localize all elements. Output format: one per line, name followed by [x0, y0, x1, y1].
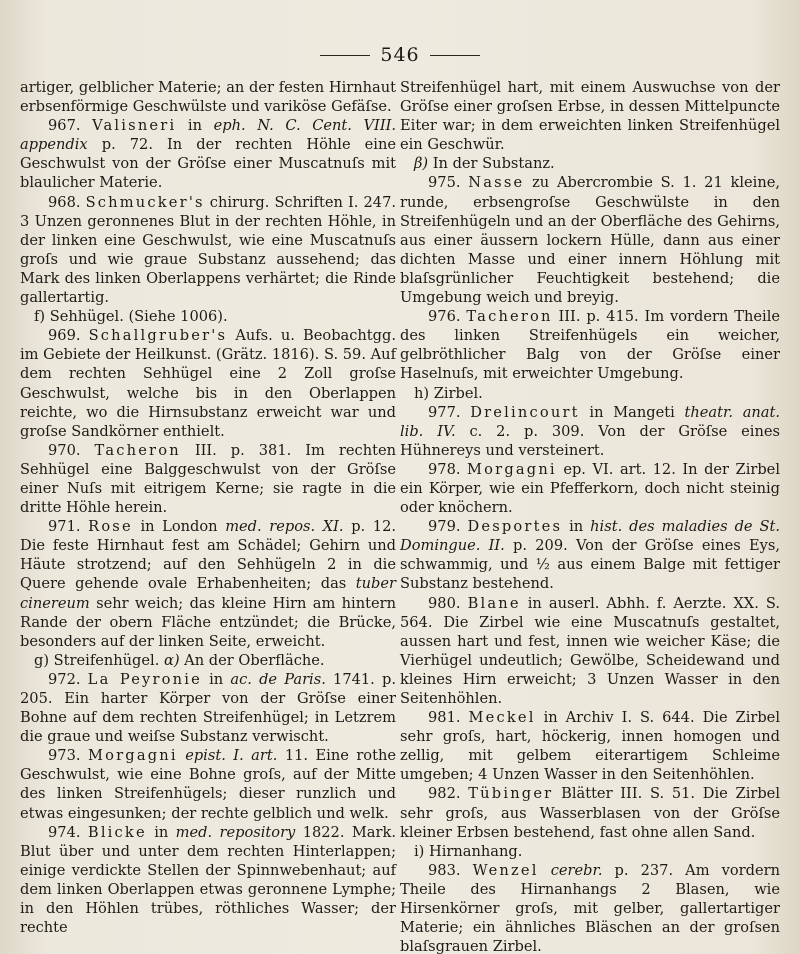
text-run: 1741. p. 205. Ein harter Körper von der Gröſse einer Bohne auf dem rechten Streifenhügel; in Letzrem die graue und weiſse Substanz verwischt. — [20, 670, 396, 746]
paragraph — [400, 861, 780, 954]
text-run: 978. — [428, 460, 468, 478]
italic-text: α) — [163, 651, 180, 669]
section-heading — [400, 154, 780, 173]
text-run: zu Abercrombie S. 1. 21 kleine, runde, erbsengroſse Geschwülste in den Streifenhügeln und an der Oberfläche des Gehirns, aus einer äussern lockern Hülle, dann aus einer dichten Masse und einer innern Höhlung mit blaſsgrünlicher Feuchtigkeit bestehend; die Umgebung weich und breyig. — [400, 174, 781, 307]
text-run: c. 2. p. 309. Von der Gröſse eines Hühnereys und versteinert. — [400, 422, 780, 459]
paragraph — [400, 460, 780, 517]
text-run: p. 209. Von der Gröſse eines Eys, schwammig, und ½ aus einem Balge mit fettiger Substanz bestehend. — [400, 537, 781, 593]
text-run: 11. Eine rothe Geschwulst, wie eine Bohne groſs, auf der Mitte des linken Streifenhügels; dieser runzlich und etwas eingesunken; der rechte gelblich und welk. — [20, 747, 396, 822]
text-run: p. 72. In der rechten Höhle eine Geschwulst von der Gröſse einer Muscatnuſs mit blaulicher Materie. — [20, 136, 396, 192]
author-name: Tacheron — [94, 441, 181, 459]
text-run: 969. — [48, 327, 89, 345]
text-run: in Mangeti — [579, 403, 685, 421]
left-column — [20, 78, 396, 937]
text-run: in — [201, 670, 231, 688]
italic-text: med. repos. XI. — [225, 518, 344, 536]
paragraph — [400, 594, 780, 709]
section-heading — [20, 651, 396, 670]
author-name: Wenzel — [472, 861, 539, 879]
text-run: ep. VI. art. 12. In der Zirbel ein Körper, wie ein Pfefferkorn, doch nicht steinig oder knöchern. — [400, 460, 780, 517]
section-heading — [400, 384, 780, 403]
text-run: 968. — [48, 193, 86, 211]
text-run: p. 12. Die feste Hirnhaut fest am Schädel; Gehirn und Häute strotzend; auf den Sehhügeln 2 in die Quere gehende ovale Erhabenheiten; das — [20, 518, 397, 593]
text-run: 972. — [48, 670, 88, 688]
italic-text: β) — [414, 155, 429, 173]
text-run: in London — [132, 518, 226, 536]
text-run: 967. — [48, 117, 93, 135]
page-header — [0, 40, 800, 70]
author-name: Rose — [88, 518, 133, 536]
paragraph — [400, 403, 780, 460]
author-name: La Peyronie — [87, 670, 202, 688]
text-run: Aufs. u. Beobachtgg. im Gebiete der Heilkunst. (Grätz. 1816). S. 59. Auf dem rechten Sehhügel eine 2 Zoll groſse Geschwulst, welche bis in den Oberlappen reichte, wo die Hirnsubstanz erweicht war und groſse Sandkörner enthielt. — [20, 327, 396, 440]
header-rule-left — [320, 55, 370, 56]
text-run — [539, 862, 551, 879]
italic-text: theatr. anat. lib. IV. — [400, 403, 781, 440]
right-column — [400, 78, 780, 954]
paragraph — [20, 670, 396, 746]
text-run: in — [562, 518, 591, 536]
paragraph — [20, 326, 396, 441]
paragraph — [400, 708, 780, 784]
paragraph — [20, 746, 396, 822]
text-run: g) Streifenhügel. — [34, 651, 164, 669]
author-name: Valisneri — [92, 117, 177, 135]
text-run: Streifenhügel hart, mit einem Auswuchse von der Gröſse einer groſsen Erbse, in dessen Mittelpuncte Eiter war; in dem erweichten linken Streifenhügel ein Geschwür. — [400, 79, 780, 154]
section-heading — [20, 307, 396, 326]
text-run: 983. — [428, 861, 473, 879]
text-run: 977. — [428, 403, 471, 421]
paragraph — [400, 173, 780, 307]
text-run: artiger, gelblicher Materie; an der festen Hirnhaut erbsenförmige Geschwülste und variköse Gefäſse. — [20, 79, 396, 116]
text-run: 980. — [428, 594, 468, 612]
author-name: Schmucker's — [85, 193, 205, 211]
text-run: III. p. 381. Im rechten Sehhügel eine Balggeschwulst von der Gröſse einer Nuſs mit eitrigem Kerne; sie ragte in die dritte Höhle herein. — [20, 441, 396, 517]
paragraph — [400, 78, 780, 154]
author-name: Morgagni — [87, 747, 178, 765]
italic-text: ac. de Paris. — [230, 670, 326, 688]
text-run: sehr weich; das kleine Hirn am hintern Rande der obern Fläche entzündet; die Brücke, besonders auf der linken Seite, erweicht. — [20, 594, 396, 650]
italic-text: epist. I. art. — [185, 747, 278, 765]
header-rule-right — [430, 55, 480, 56]
text-run: III. p. 415. Im vordern Theile des linken Streifenhügels ein weicher, gelbröthlicher Balg von der Gröſse einer Haselnuſs, mit erweichter Umgebung. — [400, 308, 780, 383]
author-name: Drelincourt — [470, 403, 580, 421]
text-run: 973. — [48, 747, 88, 765]
text-run: 976. — [428, 308, 467, 326]
paragraph — [20, 193, 396, 308]
author-name: Schallgruber's — [88, 327, 228, 345]
italic-text: cerebr. — [550, 861, 603, 879]
italic-text: tuber cinereum — [20, 575, 396, 612]
text-run: An der Oberfläche. — [179, 651, 325, 669]
author-name: Morgagni — [467, 460, 557, 478]
author-name: Blane — [467, 594, 521, 612]
text-run: Blätter III. S. 51. Die Zirbel sehr groſs, aus Wasserblasen von der Gröſse kleiner Erbsen bestehend, fast ohne allen Sand. — [400, 785, 780, 841]
paragraph — [20, 517, 396, 651]
text-run: 974. — [48, 823, 88, 841]
paragraph — [400, 784, 780, 841]
text-run: 981. — [428, 709, 469, 727]
text-run: chirurg. Schriften I. 247. 3 Unzen geronnenes Blut in der rechten Höhle, in der linken eine Geschwulst, wie eine Muscatnuſs groſs und wie graue Substanz aussehend; das Mark des linken Oberlappens verhärtet; die Rinde gallertartig. — [20, 193, 396, 307]
section-heading — [400, 842, 780, 861]
text-run: in — [176, 117, 214, 135]
author-name: Tübinger — [468, 785, 554, 803]
italic-text: eph. N. C. Cent. VIII. appendix — [20, 117, 396, 154]
italic-text: hist. des maladies de St. Domingue. II. — [400, 518, 780, 555]
text-run: 982. — [428, 785, 469, 803]
paragraph — [20, 78, 396, 116]
text-run: in auserl. Abhh. f. Aerzte. XX. S. 564. Die Zirbel wie eine Muscatnuſs gestaltet, aussen hart und fest, innen wie weicher Käse; die Vierhügel undeutlich; Gewölbe, Scheidewand und kleines Hirn erweicht; 3 Unzen Wasser in den Seitenhöhlen. — [400, 594, 781, 707]
text-run: h) Zirbel. — [414, 384, 483, 402]
page-number: 546 — [380, 44, 420, 66]
author-name: Blicke — [87, 823, 147, 841]
text-run: 970. — [48, 441, 95, 459]
text-run: 975. — [428, 174, 469, 192]
paragraph — [20, 823, 396, 938]
text-run: In der Substanz. — [428, 155, 555, 173]
author-name: Tacheron — [466, 308, 553, 326]
paragraph — [20, 116, 396, 192]
text-run: in — [146, 823, 176, 841]
author-name: Meckel — [468, 709, 536, 727]
text-run: f) Sehhügel. (Siehe 1006). — [34, 308, 228, 326]
paragraph — [400, 307, 780, 383]
author-name: Nasse — [468, 174, 525, 192]
italic-text: med. repository — [175, 823, 296, 841]
paragraph — [400, 517, 780, 593]
text-run: i) Hirnanhang. — [414, 842, 523, 860]
text-run: 1822. Mark. Blut über und unter dem rechten Hinterlappen; einige verdickte Stellen der Spinnwebenhaut; auf dem linken Oberlappen etwas geronnene Lymphe; in den Höhlen trübes, röthliches Wasser; der rechte — [20, 823, 396, 937]
paragraph — [20, 441, 396, 517]
text-run: 971. — [48, 518, 89, 536]
author-name: Desportes — [467, 518, 563, 536]
text-run: 979. — [428, 518, 468, 536]
text-run: in Archiv I. S. 644. Die Zirbel sehr groſs, hart, höckerig, innen homogen und zellig, mit gelbem eiterartigem Schleime umgeben; 4 Unzen Wasser in den Seitenhöhlen. — [400, 709, 780, 784]
text-run: p. 237. Am vordern Theile des Hirnanhangs 2 Blasen, wie Hirsenkörner groſs, mit gelber, gallertartiger Materie; ein ähnliches Bläschen an der groſsen blaſsgrauen Zirbel. — [400, 861, 780, 954]
